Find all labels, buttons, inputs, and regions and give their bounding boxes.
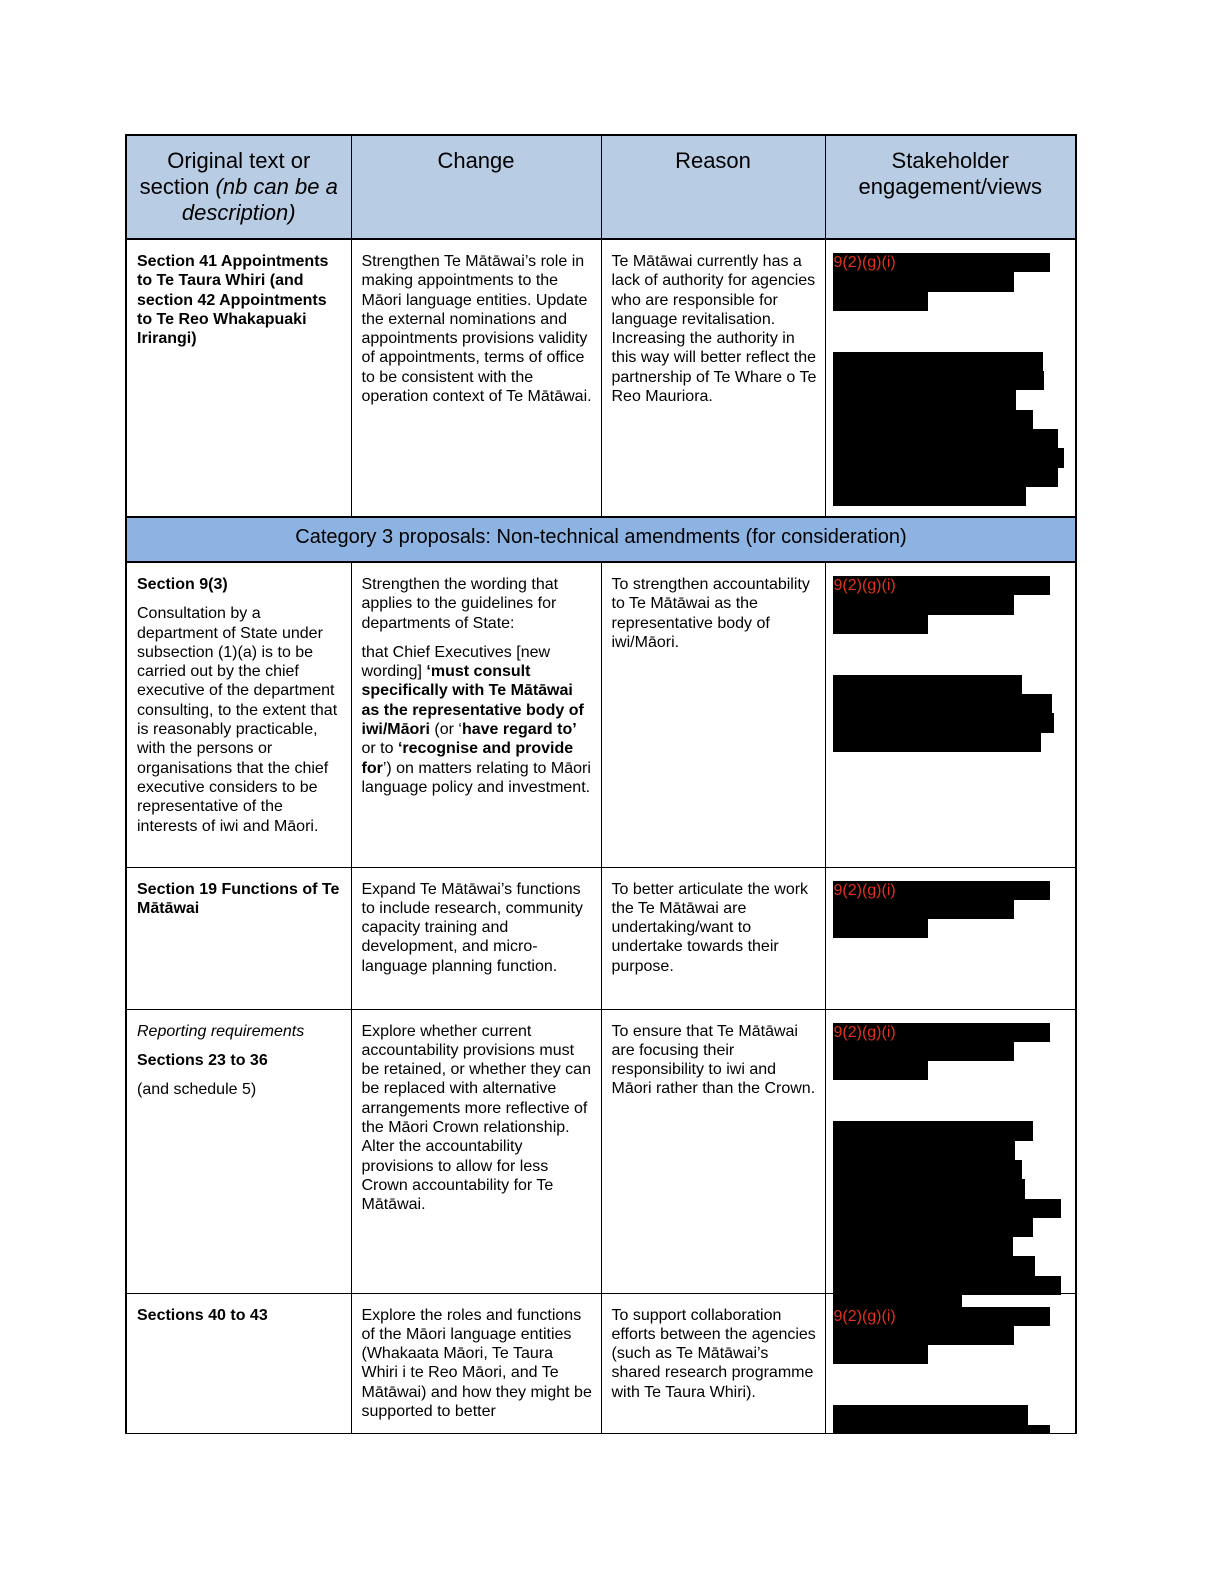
redaction-bar	[833, 1199, 1061, 1218]
redaction-bar	[833, 900, 1014, 919]
redaction	[833, 1307, 1050, 1434]
section-cell: Section 19 Functions of Te Mātāwai	[126, 867, 351, 1009]
section-title: Section 9(3)	[137, 576, 228, 593]
redaction-bar	[833, 410, 1033, 429]
redaction	[833, 253, 1064, 506]
header-change: Change	[351, 135, 601, 239]
reason-cell: To better articulate the work the Te Mātāwai are undertaking/want to undertake towards their purpose.	[601, 867, 825, 1009]
table-row	[126, 1009, 1076, 1293]
redaction-bar	[833, 1042, 1014, 1061]
redaction-bar	[833, 694, 1052, 713]
section-title: Sections 23 to 36	[137, 1051, 268, 1069]
stakeholder-cell	[825, 239, 1076, 517]
redaction-code: 9(2)(g)(i)	[833, 881, 1050, 900]
redaction-bar	[833, 371, 1044, 390]
reason-cell: To ensure that Te Mātāwai are focusing their responsibility to iwi and Māori rather than the Crown.	[601, 1009, 825, 1293]
stakeholder-cell	[825, 867, 1076, 1009]
text: or to	[361, 740, 398, 758]
change-cell: Explore the roles and functions of the Māori language entities (Whakaata Māori, Te Taura Whiri i te Reo Māori, and Te Mātāwai) and how they might be supported to better	[351, 1293, 601, 1433]
redaction-bar	[833, 390, 1016, 409]
section-cell	[126, 1009, 351, 1293]
table-row	[126, 562, 1076, 867]
redaction-bar	[833, 1405, 1028, 1424]
change-cell	[351, 562, 601, 867]
redaction	[833, 881, 1050, 939]
header-reason: Reason	[601, 135, 825, 239]
header-note: (nb can be a description)	[181, 174, 338, 225]
redaction-bar	[833, 1160, 1022, 1179]
change-cell: Explore whether current accountability provisions must be retained, or whether they can be replaced with alternative arrangements more reflective of the Māori Crown relationship. Alter the accountability provisions to allow for less Crown accountability for Te Mātāwai.	[351, 1009, 601, 1293]
redaction-bar	[833, 1179, 1025, 1198]
section-cell: Section 41 Appointments to Te Taura Whiri (and section 42 Appointments to Te Reo Whakapuaki Irirangi)	[126, 239, 351, 517]
redaction-code: 9(2)(g)(i)	[833, 1023, 1050, 1042]
proposals-table	[125, 134, 1077, 1434]
redaction-bar	[833, 468, 1058, 487]
text: ’) on matters relating to Māori language policy and investment.	[361, 759, 591, 796]
redaction-code: 9(2)(g)(i)	[833, 1307, 1050, 1326]
reason-cell: To strengthen accountability to Te Mātāwai as the representative body of iwi/Māori.	[601, 562, 825, 867]
redaction-bar	[833, 1345, 928, 1364]
redaction-bar	[833, 1326, 1014, 1345]
section-cell: Sections 40 to 43	[126, 1293, 351, 1433]
redaction-bar	[833, 1425, 1050, 1433]
text: that Chief Executives [new wording]	[361, 643, 551, 681]
section-note: (and schedule 5)	[137, 1081, 257, 1099]
redaction-bar	[833, 675, 1022, 694]
redaction-bar	[833, 448, 1064, 467]
header-row	[126, 135, 1076, 239]
redaction-bar	[833, 292, 928, 311]
change-wording	[362, 643, 593, 797]
redaction-bar	[833, 1141, 1015, 1160]
redaction-bar	[833, 352, 1043, 371]
stakeholder-cell	[825, 1293, 1076, 1433]
reason-cell: To support collaboration efforts between the agencies (such as Te Mātāwai’s shared research programme with Te Taura Whiri).	[601, 1293, 825, 1433]
header-stakeholder: Stakeholder engagement/views	[825, 135, 1076, 239]
stakeholder-cell	[825, 1009, 1076, 1293]
redaction-bar	[833, 487, 1026, 506]
category-heading: Category 3 proposals: Non-technical amendments (for consideration)	[126, 517, 1076, 562]
redaction-code: 9(2)(g)(i)	[833, 576, 1050, 595]
text: ‘must consult specifically with Te Mātāwai as the representative body of iwi/Māori	[361, 663, 584, 739]
section-category: Reporting requirements	[137, 1022, 305, 1040]
redaction-bar	[833, 919, 928, 938]
reason-cell: Te Mātāwai currently has a lack of authority for agencies who are responsible for language revitalisation. Increasing the authority in this way will better reflect the partnership of Te Whare o Te Reo Mauriora.	[601, 239, 825, 517]
change-intro: Strengthen the wording that applies to the guidelines for departments of State:	[361, 576, 559, 632]
table-row	[126, 1293, 1076, 1433]
redaction-bar	[833, 1121, 1033, 1140]
change-cell: Strengthen Te Mātāwai’s role in making appointments to the Māori language entities. Update the external nominations and appointments provisions validity of appointments, terms of office to be consistent with the operation context of Te Mātāwai.	[351, 239, 601, 517]
redaction-bar	[833, 272, 1014, 291]
redaction-code: 9(2)(g)(i)	[833, 253, 1050, 272]
text: (or ‘	[429, 721, 462, 739]
redaction-bar	[833, 1237, 1013, 1256]
redaction-bar	[833, 615, 928, 634]
text: ‘recognise and provide for	[361, 740, 574, 777]
redaction	[833, 576, 1054, 752]
redaction-bar	[833, 595, 1014, 614]
stakeholder-cell	[825, 562, 1076, 867]
section-text: Consultation by a department of State under subsection (1)(a) is to be carried out by the chief executive of the department consulting, to the extent that is reasonably practicable, with the persons or organisations that the chief executive considers to be representative of the interests of iwi and Māori.	[137, 605, 338, 835]
redaction-bar	[833, 1256, 1035, 1275]
redaction-bar	[833, 713, 1054, 732]
redaction-bar	[833, 429, 1058, 448]
redaction-bar	[833, 1061, 928, 1080]
table-row	[126, 867, 1076, 1009]
header-original-text	[126, 135, 351, 239]
redaction	[833, 1023, 1061, 1315]
text: have regard to’	[461, 721, 577, 739]
header-label: Original text or section	[139, 148, 311, 199]
redaction-bar	[833, 1218, 1033, 1237]
change-cell: Expand Te Mātāwai’s functions to include research, community capacity training and development, and micro-language planning function.	[351, 867, 601, 1009]
section-cell	[126, 562, 351, 867]
table-row	[126, 239, 1076, 517]
category-row	[126, 517, 1076, 562]
redaction-bar	[833, 733, 1041, 752]
